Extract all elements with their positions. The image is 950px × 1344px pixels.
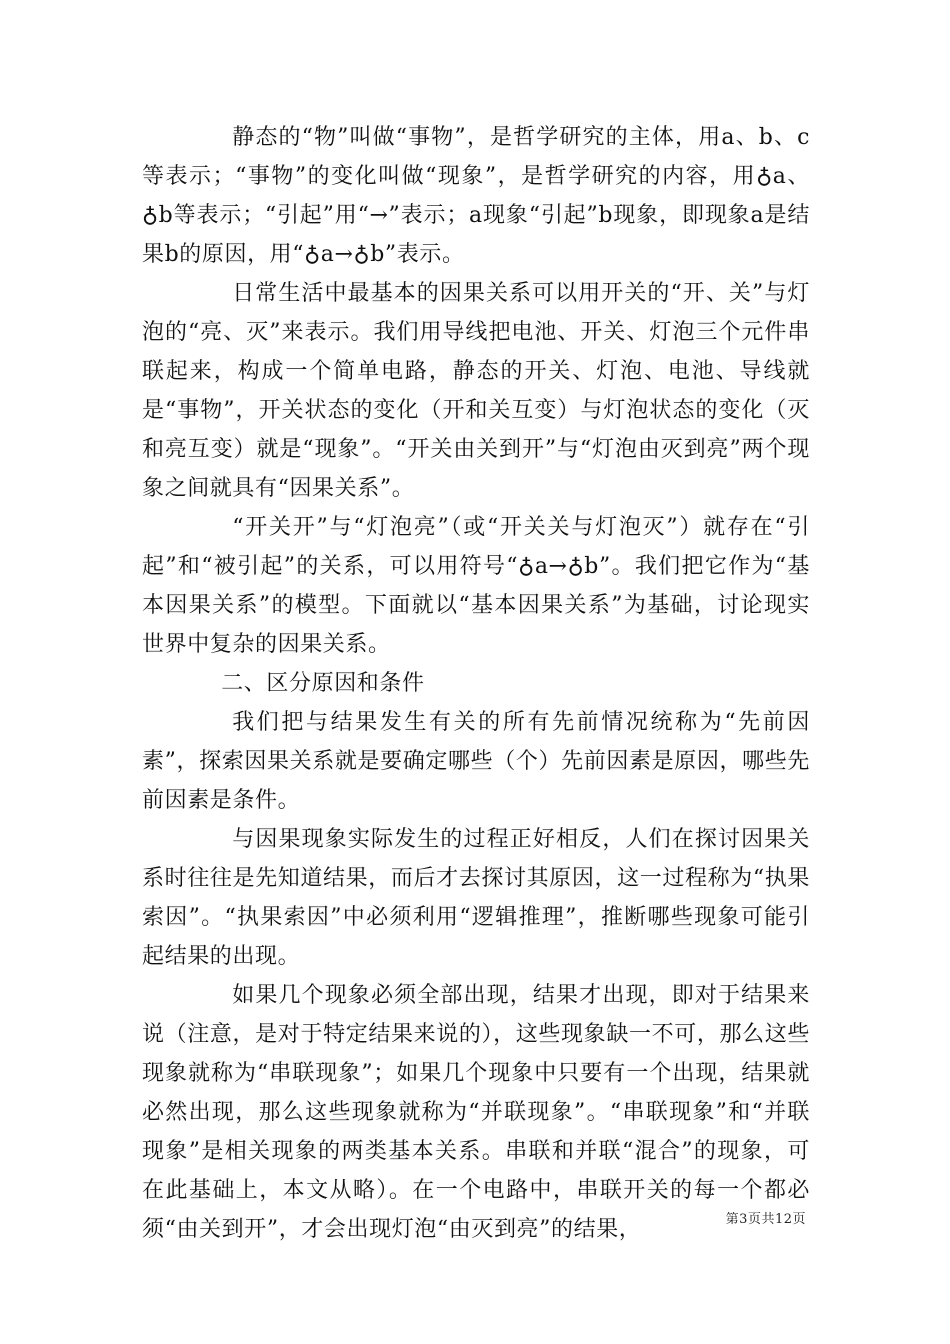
paragraph-circuit-example: 日常生活中最基本的因果关系可以用开关的“开、关”与灯泡的“亮、灭”来表示。我们用导线把电池、开关、灯泡三个元件串联起来，构成一个简单电路，静态的开关、灯泡、电池、导线就是“事物”，开关状态的变化（开和关互变）与灯泡状态的变化（灭和亮互变）就是“现象”。“开关由关到开”与“灯泡由灭到亮”两个现象之间就具有“因果关系”。	[142, 281, 810, 501]
paragraph-prior-factors: 我们把与结果发生有关的所有先前情况统称为“先前因素”，探索因果关系就是要确定哪些（个）先前因素是原因，哪些先前因素是条件。	[142, 710, 810, 813]
paragraph-basic-model: “开关开”与“灯泡亮”（或“开关关与灯泡灭”）就存在“引起”和“被引起”的关系，可以用符号“♁a→♁b”。我们把它作为“基本因果关系”的模型。下面就以“基本因果关系”为基础，讨论现实世界中复杂的因果关系。	[142, 515, 810, 657]
section-heading: 二、区分原因和条件	[221, 671, 425, 696]
document-body	[142, 118, 810, 1249]
paragraph-definitions: 静态的“物”叫做“事物”，是哲学研究的主体，用a、b、c等表示；“事物”的变化叫做“现象”，是哲学研究的内容，用♁a、♁b等表示；“引起”用“→”表示；a现象“引起”b现象，即现象a是结果b的原因，用“♁a→♁b”表示。	[142, 125, 810, 267]
paragraph-effect-to-cause: 与因果现象实际发生的过程正好相反，人们在探讨因果关系时往往是先知道结果，而后才去探讨其原因，这一过程称为“执果索因”。“执果索因”中必须利用“逻辑推理”，推断哪些现象可能引起结果的出现。	[142, 827, 810, 969]
paragraph-series-parallel: 如果几个现象必须全部出现，结果才出现，即对于结果来说（注意，是对于特定结果来说的），这些现象缺一不可，那么这些现象就称为“串联现象”；如果几个现象中只要有一个出现，结果就必然出现，那么这些现象就称为“并联现象”。“串联现象”和“并联现象”是相关现象的两类基本关系。串联和并联“混合”的现象，可在此基础上，本文从略）。在一个电路中，串联开关的每一个都必须“由关到开”，才会出现灯泡“由灭到亮”的结果，	[142, 983, 810, 1242]
page-number-footer: 第3页共12页	[725, 1212, 806, 1227]
